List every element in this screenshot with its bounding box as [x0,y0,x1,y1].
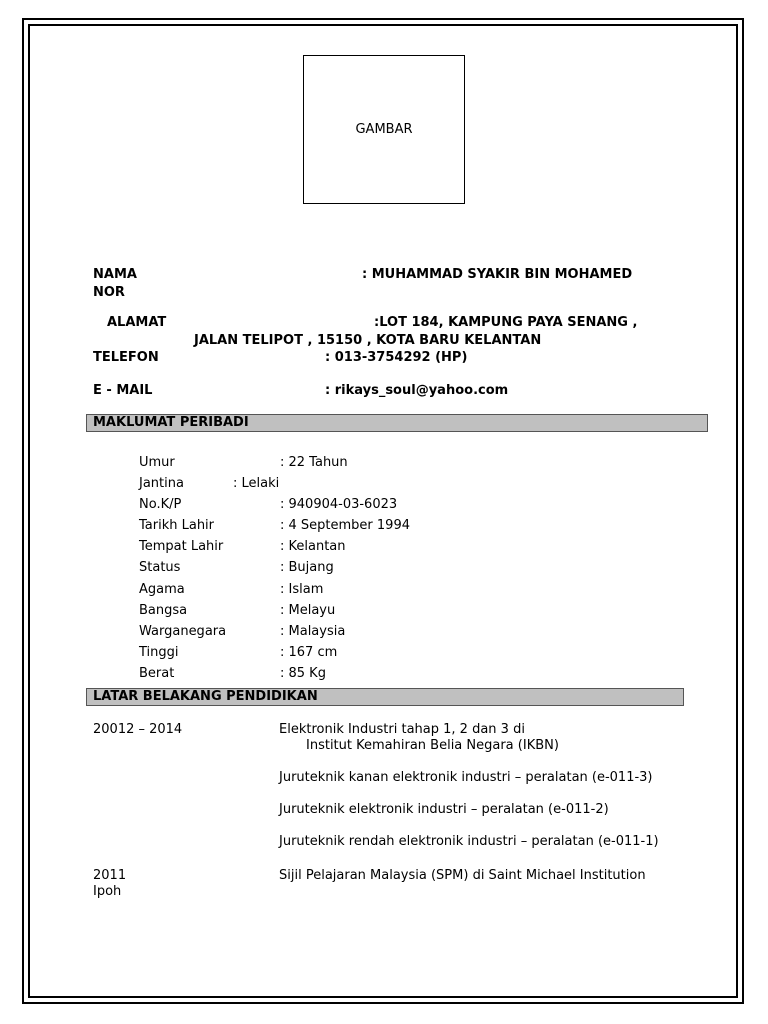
section-title-pendidikan: LATAR BELAKANG PENDIDIKAN [93,689,318,704]
row-label: Tinggi [139,645,179,660]
row-value: : 4 September 1994 [280,518,410,533]
photo-label: GAMBAR [355,122,413,137]
photo-placeholder [303,55,465,204]
education-year: 20012 – 2014 [93,722,183,737]
row-value: : 85 Kg [280,666,326,681]
email-value: : rikays_soul@yahoo.com [325,383,509,398]
row-label: Jantina [139,476,184,491]
row-label: Umur [139,455,175,470]
row-value: : Kelantan [280,539,346,554]
nama-value: : MUHAMMAD SYAKIR BIN MOHAMED [362,267,633,282]
education-line: Institut Kemahiran Belia Negara (IKBN) [306,738,559,753]
row-label: Bangsa [139,603,188,618]
row-value: : Islam [280,582,324,597]
row-value: : Melayu [280,603,336,618]
section-header-maklumat [86,414,708,432]
education-line: Juruteknik rendah elektronik industri – peralatan (e-011-1) [279,834,659,849]
alamat-value-cont: JALAN TELIPOT , 15150 , KOTA BARU KELANTAN [194,333,542,348]
email-label: E - MAIL [93,383,153,398]
nama-label: NAMA [93,267,137,282]
education-line: Juruteknik elektronik industri – peralatan (e-011-2) [279,802,609,817]
row-value: : 940904-03-6023 [280,497,398,512]
row-label: Tarikh Lahir [139,518,215,533]
row-label: No.K/P [139,497,182,512]
row-value: : 167 cm [280,645,338,660]
row-value: : Malaysia [280,624,346,639]
section-header-pendidikan [86,688,684,706]
nama-value-cont: NOR [93,285,125,300]
row-value: : Bujang [280,560,334,575]
education-line: Juruteknik kanan elektronik industri – peralatan (e-011-3) [279,770,653,785]
row-value: : Lelaki [233,476,280,491]
row-label: Warganegara [139,624,227,639]
row-label: Agama [139,582,185,597]
education-line: Sijil Pelajaran Malaysia (SPM) di Saint Michael Institution [279,868,646,883]
section-title-maklumat: MAKLUMAT PERIBADI [93,415,249,430]
telefon-value: : 013-3754292 (HP) [325,350,468,365]
row-label: Tempat Lahir [139,539,224,554]
row-label: Status [139,560,181,575]
telefon-label: TELEFON [93,350,159,365]
alamat-label: ALAMAT [107,315,167,330]
row-value: : 22 Tahun [280,455,348,470]
education-year: 2011 [93,868,127,883]
row-label: Berat [139,666,175,681]
alamat-value: :LOT 184, KAMPUNG PAYA SENANG , [374,315,638,330]
education-line: Elektronik Industri tahap 1, 2 dan 3 di [279,722,525,737]
education-place: Ipoh [93,884,122,899]
